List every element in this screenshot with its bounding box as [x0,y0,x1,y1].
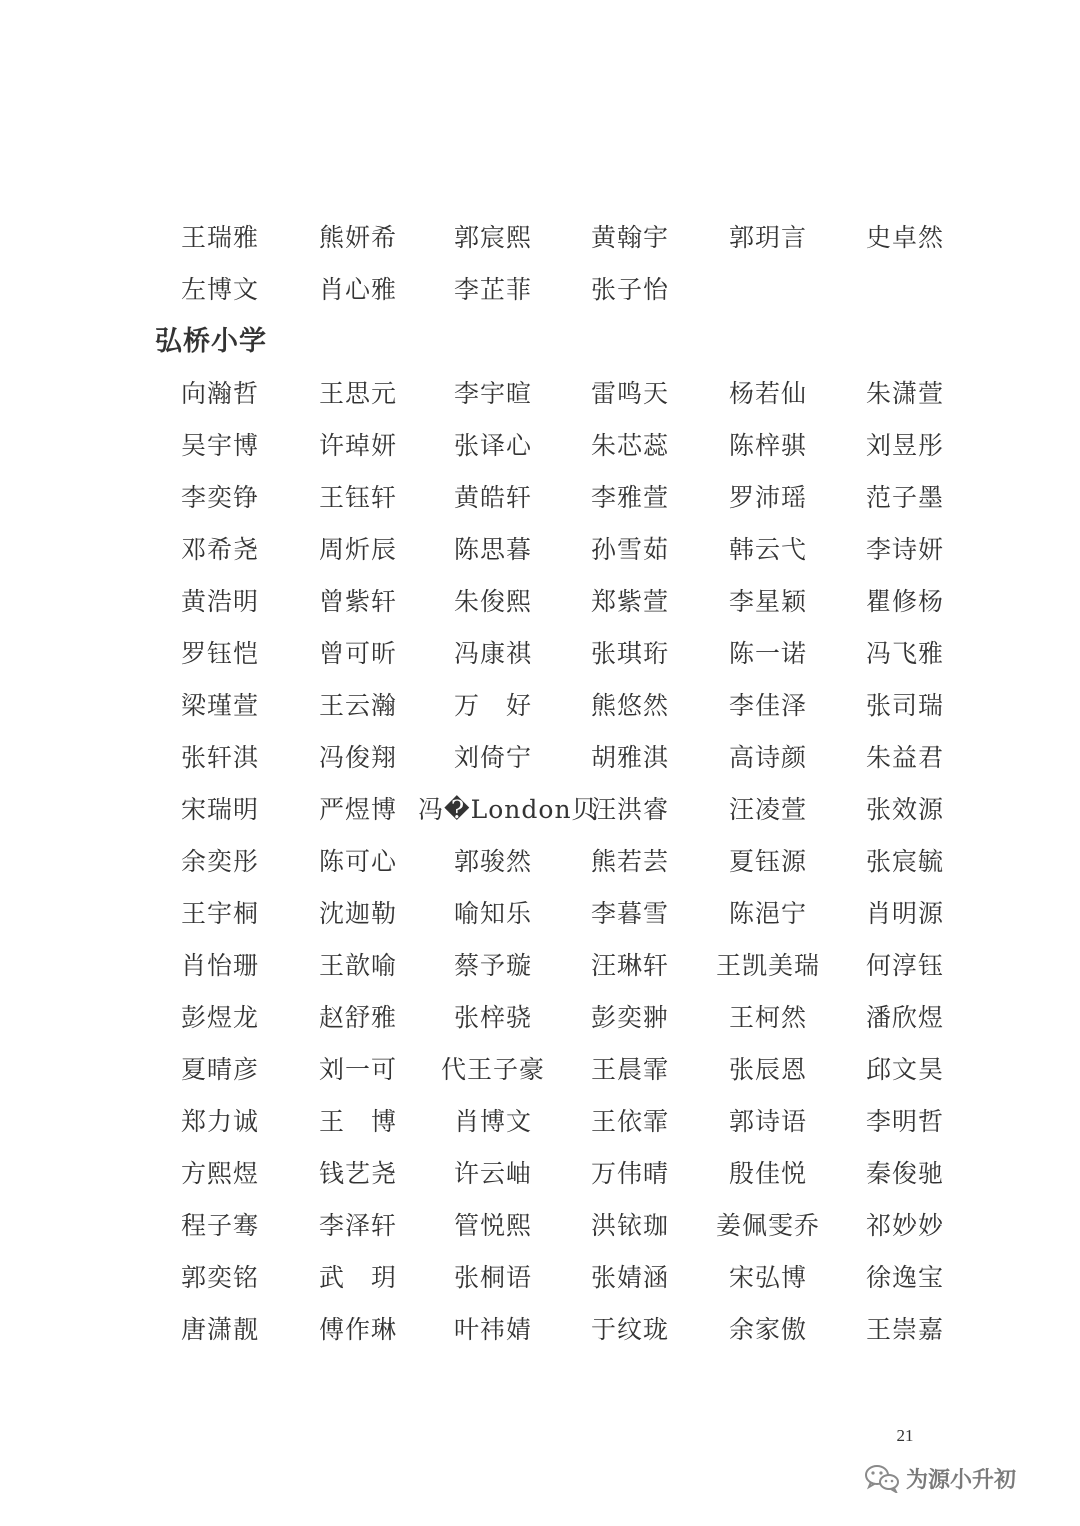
student-name: 李宇暄 [453,379,532,408]
student-name: 许琸妍 [318,431,397,460]
name-row [0,1096,1080,1148]
student-name: 陈可心 [318,847,397,876]
student-name: 刘一可 [318,1055,397,1084]
student-name: 黄浩明 [180,587,259,616]
student-name: 熊妍希 [318,223,397,252]
name-row [0,732,1080,784]
student-name: 宋弘博 [728,1263,807,1292]
name-row [0,888,1080,940]
student-name: 王瑞雅 [180,223,259,252]
student-name: 洪铱珈 [590,1211,669,1240]
student-name: 傅作琳 [318,1315,397,1344]
name-row [0,524,1080,576]
student-name: 肖明源 [865,899,944,928]
student-name: 赵舒雅 [318,1003,397,1032]
student-name: 史卓然 [865,223,944,252]
student-name: 唐潇靓 [180,1315,259,1344]
student-name: 余家傲 [728,1315,807,1344]
student-name: 汪洪睿 [590,795,669,824]
student-name: 万伟晴 [590,1159,669,1188]
name-row [0,420,1080,472]
student-name: 李泽轩 [318,1211,397,1240]
student-name: 王依霏 [590,1107,669,1136]
watermark-text: 为源小升初 [906,1467,1017,1493]
student-name: 李星颖 [728,587,807,616]
student-name: 郭诗语 [728,1107,807,1136]
student-name: 韩云弋 [728,535,807,564]
student-name: 郭宸熙 [453,223,532,252]
student-name: 范子墨 [865,483,944,512]
student-name: 方熙煜 [180,1159,259,1188]
student-name: 刘昱彤 [865,431,944,460]
student-name: 王凯美瑞 [715,951,820,980]
name-row [0,680,1080,732]
name-row [0,940,1080,992]
student-name: 沈迦勒 [318,899,397,928]
student-name: 李暮雪 [590,899,669,928]
student-name: 向瀚哲 [180,379,259,408]
name-row [0,1252,1080,1304]
name-row [0,1200,1080,1252]
student-name: 李芷菲 [453,275,532,304]
student-name: 许云岫 [453,1159,532,1188]
student-name: 朱芯蕊 [590,431,669,460]
student-name: 肖博文 [453,1107,532,1136]
student-name: 张辰恩 [728,1055,807,1084]
student-name: 严煜博 [318,795,397,824]
name-row [0,264,1080,316]
student-name: 郑力诚 [180,1107,259,1136]
student-name: 熊若芸 [590,847,669,876]
student-name: 喻知乐 [453,899,532,928]
student-name: 罗钰恺 [180,639,259,668]
student-name: 叶祎婧 [453,1315,532,1344]
student-name: 胡雅淇 [590,743,669,772]
student-name: 何淳钰 [865,951,944,980]
student-name: 张琪珩 [590,639,669,668]
student-name: 郑紫萱 [590,587,669,616]
student-name: 祁妙妙 [865,1211,944,1240]
student-name: 李奕铮 [180,483,259,512]
student-name: 周炘辰 [318,535,397,564]
student-name: 夏钰源 [728,847,807,876]
student-name: 秦俊驰 [865,1159,944,1188]
name-row [0,1044,1080,1096]
student-name: 肖怡珊 [180,951,259,980]
student-name: 杨若仙 [728,379,807,408]
student-name: 夏晴彦 [180,1055,259,1084]
student-name: 黄翰宇 [590,223,669,252]
student-name: 左博文 [180,275,259,304]
student-name: 王 博 [318,1107,397,1136]
student-name: 郭骏然 [453,847,532,876]
name-row [0,472,1080,524]
student-name: 陈浥宁 [728,899,807,928]
student-name: 管悦熙 [453,1211,532,1240]
student-name: 王歆喻 [318,951,397,980]
student-name: 黄皓轩 [453,483,532,512]
student-name: 张婧涵 [590,1263,669,1292]
student-name: 王云瀚 [318,691,397,720]
student-name: 王柯然 [728,1003,807,1032]
student-name: 王晨霏 [590,1055,669,1084]
name-row [0,576,1080,628]
student-name: 罗沛瑶 [728,483,807,512]
student-name: 王宇桐 [180,899,259,928]
name-row [0,212,1080,264]
name-row [0,628,1080,680]
student-name: 汪琳轩 [590,951,669,980]
student-name: 张效源 [865,795,944,824]
student-name: 蔡予璇 [453,951,532,980]
student-name: 李诗妍 [865,535,944,564]
student-name: 邱文昊 [865,1055,944,1084]
name-row [0,992,1080,1044]
student-name: 雷鸣天 [590,379,669,408]
student-name: 余奕彤 [180,847,259,876]
name-row [0,368,1080,420]
wechat-icon [864,1463,900,1493]
student-name: 熊悠然 [590,691,669,720]
student-name: 李明哲 [865,1107,944,1136]
student-name: 王崇嘉 [865,1315,944,1344]
student-name: 曾可昕 [318,639,397,668]
student-name: 曾紫轩 [318,587,397,616]
student-name: 李佳泽 [728,691,807,720]
student-name: 代王子豪 [440,1055,545,1084]
student-name: 张桐语 [453,1263,532,1292]
student-name: 朱俊熙 [453,587,532,616]
student-name: 王钰轩 [318,483,397,512]
student-name: 于纹珑 [590,1315,669,1344]
watermark [864,1456,1016,1500]
student-name: 万 好 [453,691,532,720]
student-name: 张宸毓 [865,847,944,876]
student-name: 彭奕翀 [590,1003,669,1032]
student-name: 姜佩雯乔 [715,1211,820,1240]
student-name: 王思元 [318,379,397,408]
student-name: 陈梓骐 [728,431,807,460]
student-name: 冯�London贝 [418,795,598,824]
student-name: 冯俊翔 [318,743,397,772]
student-name: 吴宇博 [180,431,259,460]
student-name: 张子怡 [590,275,669,304]
student-name: 武 玥 [318,1263,397,1292]
student-name: 张译心 [453,431,532,460]
student-name: 宋瑞明 [180,795,259,824]
student-name: 徐逸宝 [865,1263,944,1292]
student-name: 肖心雅 [318,275,397,304]
student-name: 程子骞 [180,1211,259,1240]
school-heading: 弘桥小学 [155,326,267,357]
student-name: 朱潇萱 [865,379,944,408]
student-name: 朱益君 [865,743,944,772]
student-name: 瞿修杨 [865,587,944,616]
student-name: 高诗颜 [728,743,807,772]
name-row [0,1304,1080,1356]
student-name: 潘欣煜 [865,1003,944,1032]
student-name: 殷佳悦 [728,1159,807,1188]
student-name: 孙雪茹 [590,535,669,564]
student-name: 张轩淇 [180,743,259,772]
student-name: 钱艺尧 [318,1159,397,1188]
student-name: 冯飞雅 [865,639,944,668]
student-name: 郭奕铭 [180,1263,259,1292]
student-name: 张司瑞 [865,691,944,720]
student-name: 汪凌萱 [728,795,807,824]
student-name: 邓希尧 [180,535,259,564]
student-name: 李雅萱 [590,483,669,512]
student-name: 冯康祺 [453,639,532,668]
student-name: 陈思暮 [453,535,532,564]
student-name: 彭煜龙 [180,1003,259,1032]
student-name: 陈一诺 [728,639,807,668]
page-number: 21 [896,1426,914,1445]
name-row [0,1148,1080,1200]
student-name: 梁瑾萱 [180,691,259,720]
student-name: 郭玥言 [728,223,807,252]
name-row [0,784,1080,836]
student-name: 刘倚宁 [453,743,532,772]
name-list [0,212,1080,1356]
student-name: 张梓骁 [453,1003,532,1032]
name-row [0,836,1080,888]
